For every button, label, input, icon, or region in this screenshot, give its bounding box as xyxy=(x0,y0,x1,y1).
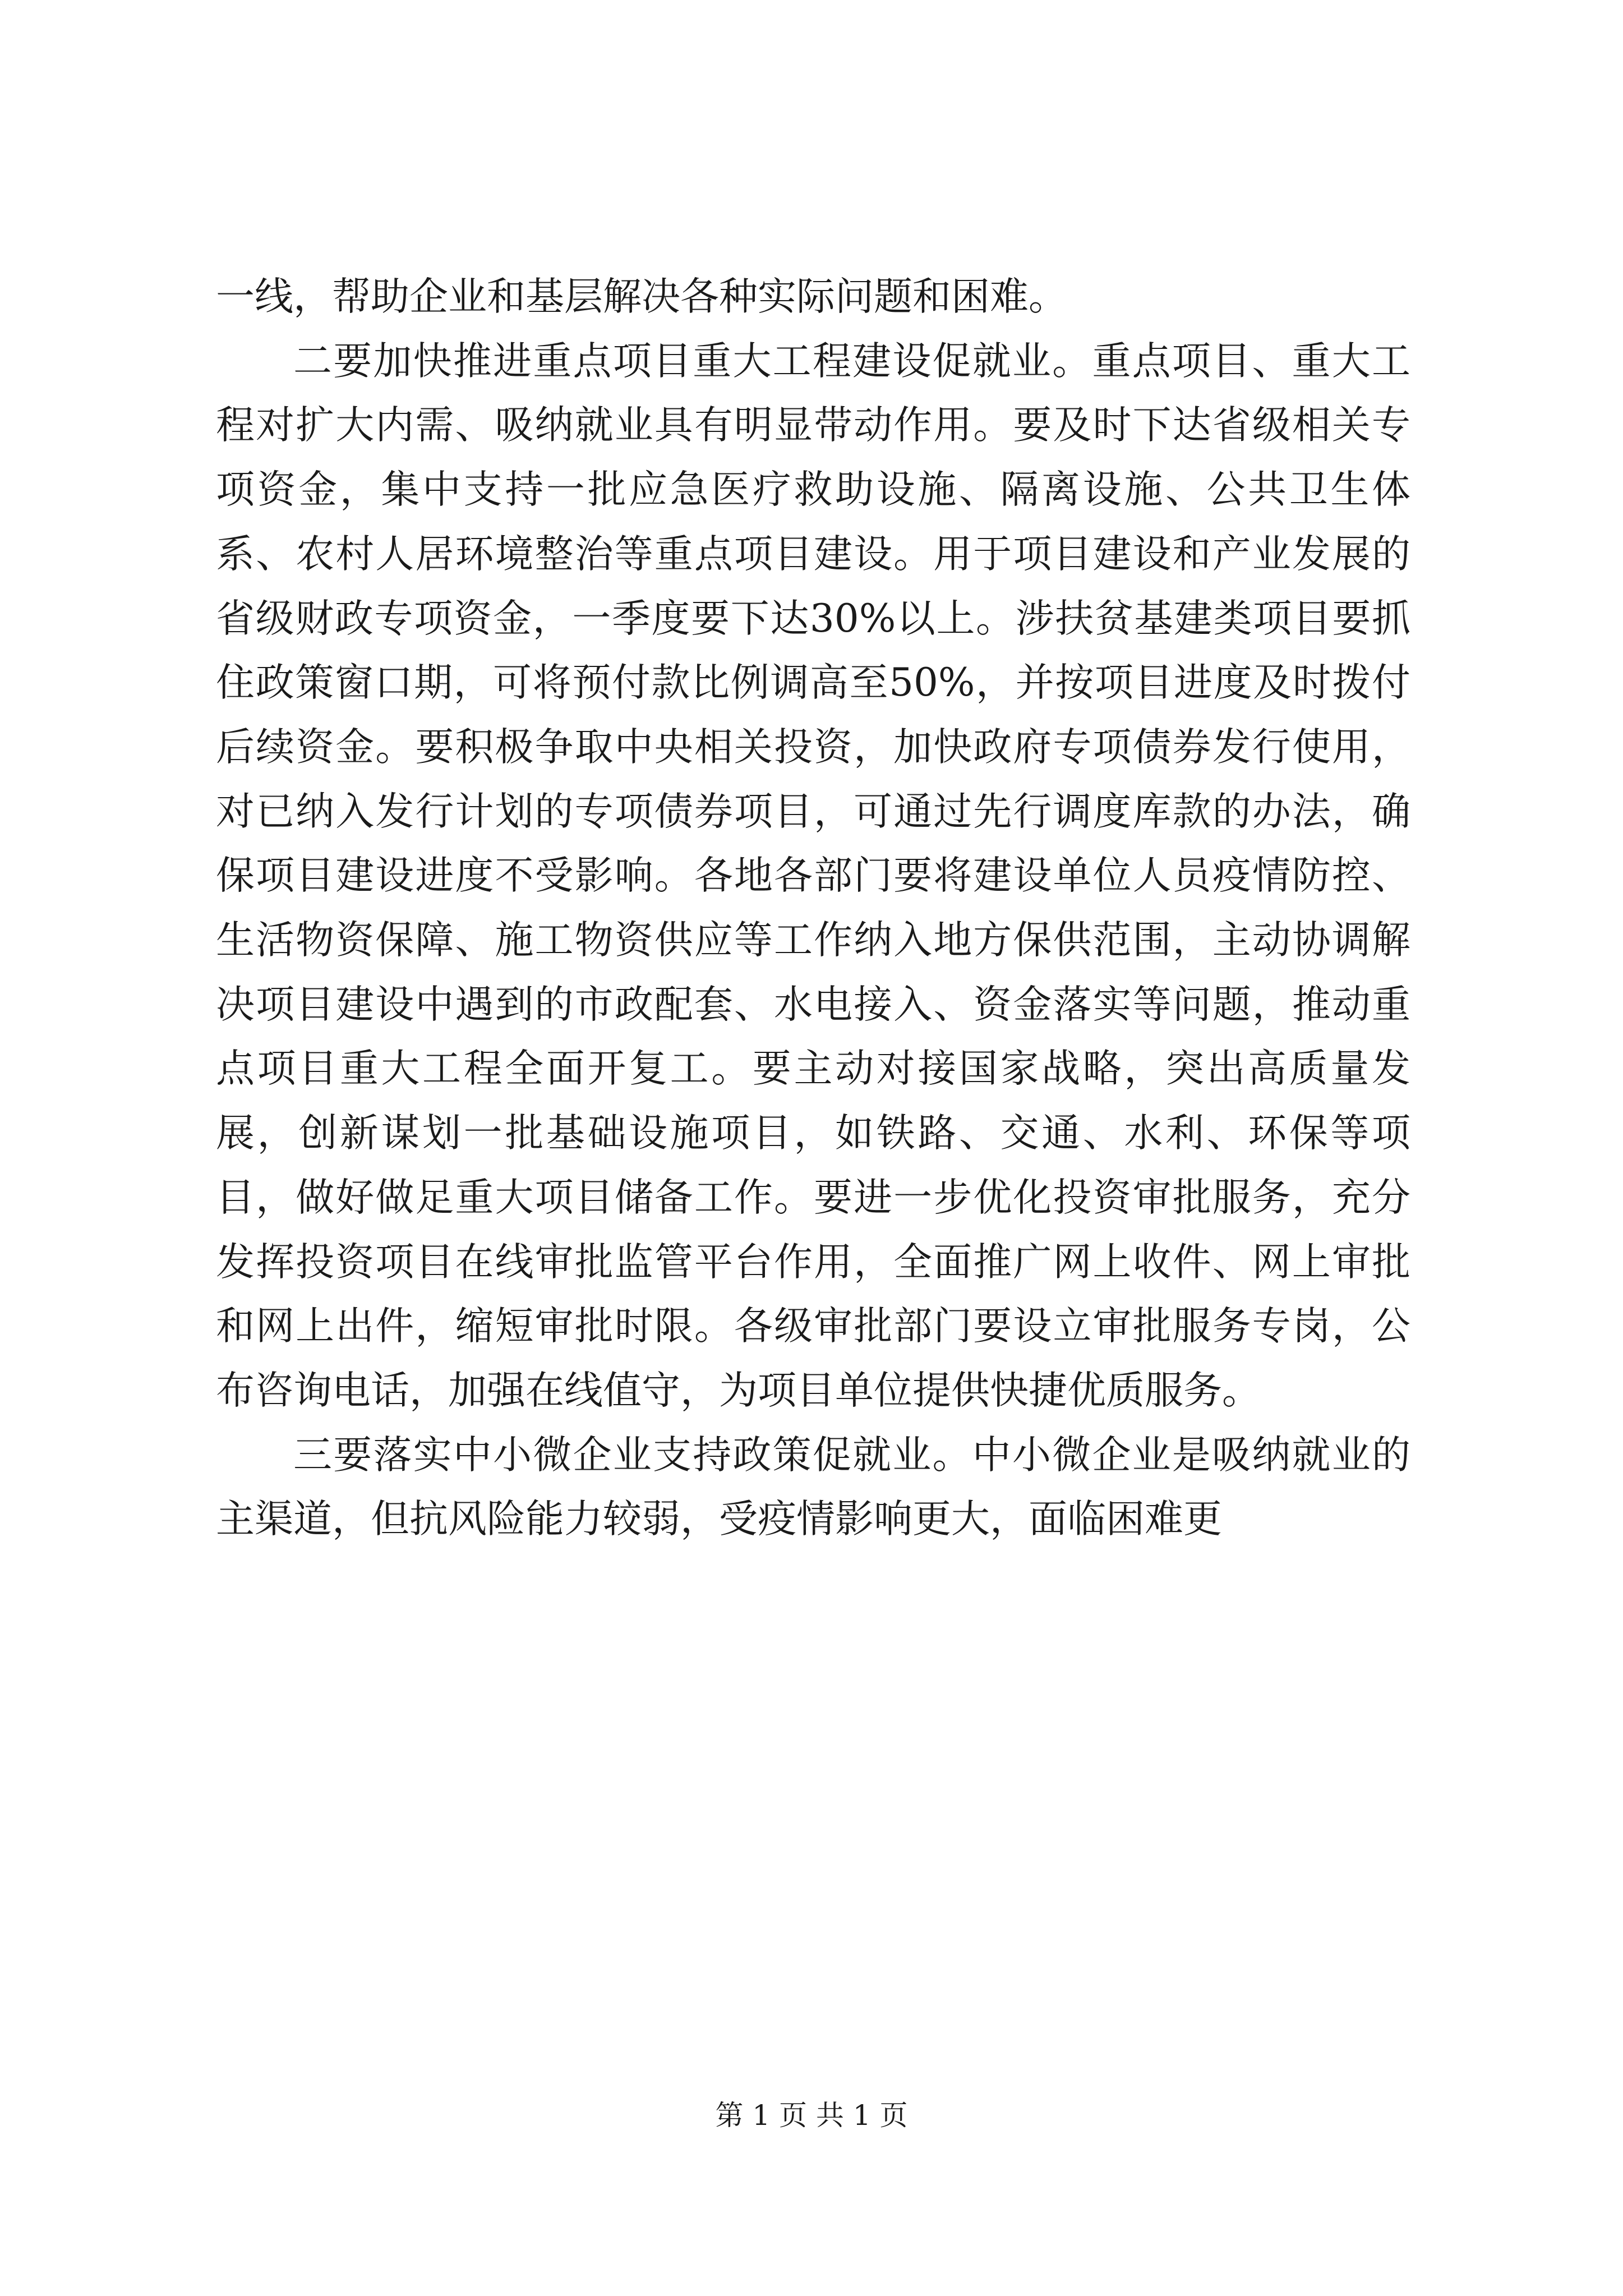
paragraph-2: 二要加快推进重点项目重大工程建设促就业。重点项目、重大工程对扩大内需、吸纳就业具有明显带动作用。要及时下达省级相关专项资金，集中支持一批应急医疗救助设施、隔离设施、公共卫生体系、农村人居环境整治等重点项目建设。用于项目建设和产业发展的省级财政专项资金，一季度要下达30%以上。涉扶贫基建类项目要抓住政策窗口期，可将预付款比例调高至50%，并按项目进度及时拨付后续资金。要积极争取中央相关投资，加快政府专项债券发行使用，对已纳入发行计划的专项债券项目，可通过先行调度库款的办法，确保项目建设进度不受影响。各地各部门要将建设单位人员疫情防控、生活物资保障、施工物资供应等工作纳入地方保供范围，主动协调解决项目建设中遇到的市政配套、水电接入、资金落实等问题，推动重点项目重大工程全面开复工。要主动对接国家战略，突出高质量发展，创新谋划一批基础设施项目，如铁路、交通、水利、环保等项目，做好做足重大项目储备工作。要进一步优化投资审批服务，充分发挥投资项目在线审批监管平台作用，全面推广网上收件、网上审批和网上出件，缩短审批时限。各级审批部门要设立审批服务专岗，公布咨询电话，加强在线值守，为项目单位提供快捷优质服务。 xyxy=(216,338,1410,1413)
page-footer: 第 1 页 共 1 页 xyxy=(715,2099,908,2132)
document-body xyxy=(216,265,1410,1552)
paragraph-1: 一线，帮助企业和基层解决各种实际问题和困难。 xyxy=(216,274,1067,319)
paragraph-3: 三要落实中小微企业支持政策促就业。中小微企业是吸纳就业的主渠道，但抗风险能力较弱，受疫情影响更大，面临困难更 xyxy=(216,1432,1410,1542)
